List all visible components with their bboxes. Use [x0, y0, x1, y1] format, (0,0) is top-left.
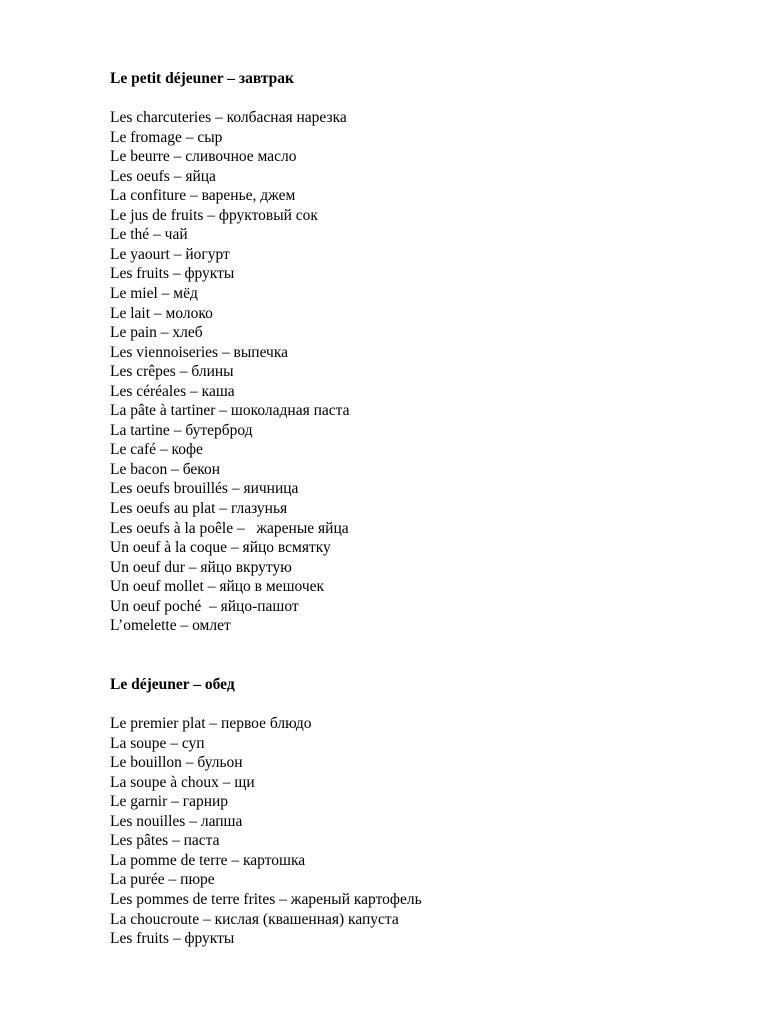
spacer [110, 695, 730, 715]
list-item: Le lait – молоко [110, 304, 213, 322]
list-item: Le garnir – гарнир [110, 793, 229, 811]
list-item: La tartine – бутерброд [110, 421, 253, 439]
list-item: Le premier plat – первое блюдо [110, 715, 312, 733]
list-item: Les charcuteries – колбасная нарезка [110, 109, 347, 127]
list-item: La pomme de terre – картошка [110, 851, 306, 869]
list-item: Les viennoiseries – выпечка [110, 343, 289, 361]
list-item: Les oeufs brouillés – яичница [110, 480, 299, 498]
list-item: Les pâtes – паста [110, 832, 220, 850]
list-item: Les oeufs – яйца [110, 167, 216, 185]
vocab-list-lunch [110, 714, 730, 949]
section-title-breakfast: Le petit déjeuner – завтрак [110, 70, 294, 87]
list-item: Le beurre – сливочное масло [110, 148, 297, 166]
section-breakfast [110, 69, 730, 636]
list-item: Le pain – хлеб [110, 324, 203, 342]
list-item: Le thé – чай [110, 226, 188, 244]
list-item: Un oeuf dur – яйцо вкрутую [110, 558, 292, 576]
list-item: Les oeufs au plat – глазунья [110, 500, 288, 518]
spacer [110, 89, 730, 109]
section-lunch [110, 675, 730, 949]
list-item: La soupe à choux – щи [110, 773, 255, 791]
list-item: Les fruits – фрукты [110, 265, 235, 283]
list-item: Le fromage – сыр [110, 128, 223, 146]
list-item: Le yaourt – йогурт [110, 245, 230, 263]
list-item: Le bacon – бекон [110, 460, 221, 478]
list-item: Le bouillon – бульон [110, 754, 243, 772]
list-item: Un oeuf mollet – яйцо в мешочек [110, 578, 325, 596]
list-item: Le jus de fruits – фруктовый сок [110, 206, 318, 224]
list-item: La choucroute – кислая (квашенная) капуста [110, 910, 399, 928]
list-item: La soupe – суп [110, 734, 205, 752]
section-title-lunch: Le déjeuner – обед [110, 675, 235, 693]
list-item: Le café – кофе [110, 441, 203, 459]
list-item: La pâte à tartiner – шоколадная паста [110, 402, 350, 420]
list-item: Les oeufs à la poêle – жареные яйца [110, 519, 349, 537]
list-item: Un oeuf poché – яйцо-пашот [110, 597, 299, 615]
list-item: Les céréales – каша [110, 382, 235, 400]
vocab-list-breakfast [110, 108, 730, 636]
list-item: Les crêpes – блины [110, 363, 234, 381]
list-item: Un oeuf à la coque – яйцо всмятку [110, 539, 331, 557]
list-item: La purée – пюре [110, 871, 215, 889]
list-item: Les nouilles – лапша [110, 812, 243, 830]
list-item: L’omelette – омлет [110, 617, 231, 635]
list-item: Les pommes de terre frites – жареный картофель [110, 890, 422, 908]
document-page [110, 69, 730, 949]
list-item: Les fruits – фрукты [110, 930, 235, 948]
section-spacer [110, 636, 730, 675]
list-item: Le miel – мёд [110, 285, 198, 303]
list-item: La confiture – варенье, джем [110, 187, 296, 205]
